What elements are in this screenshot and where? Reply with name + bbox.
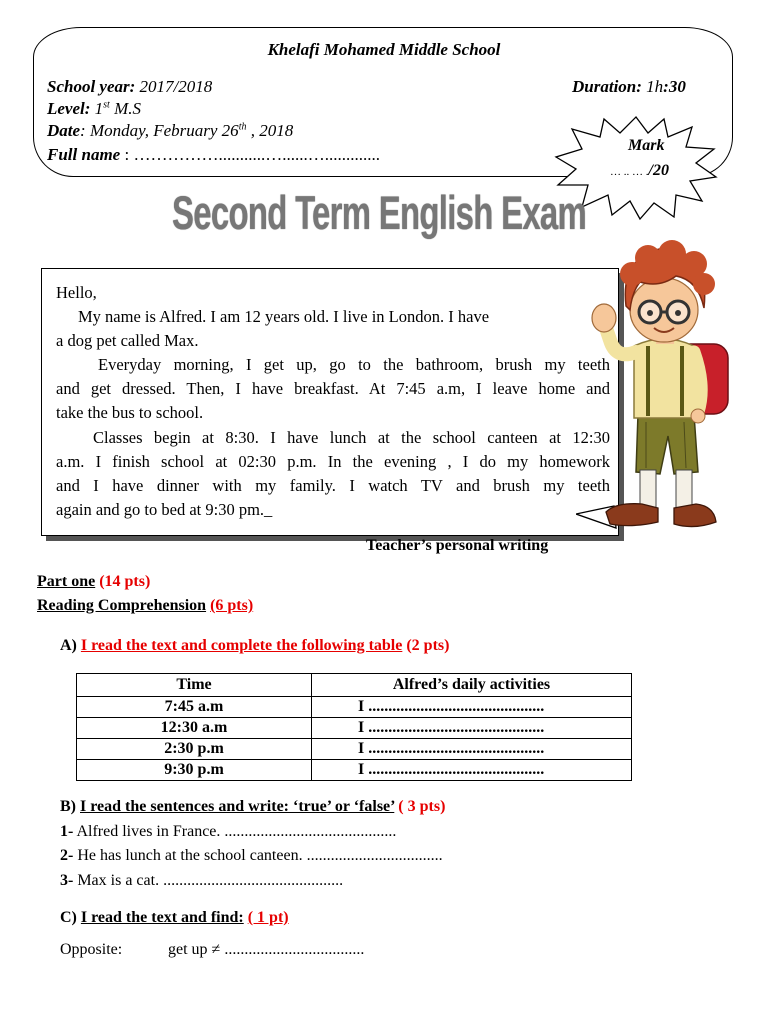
table-row (77, 739, 632, 760)
table-row (77, 697, 632, 718)
activity-cell[interactable]: I ............................................ (312, 739, 632, 760)
level: Level: 1st M.S (47, 99, 141, 118)
table-row (77, 718, 632, 739)
time-cell: 9:30 p.m (77, 760, 312, 781)
exam-title: Second Term English Exam (172, 186, 587, 239)
passage-line: a.m. I finish school at 02:30 p.m. In the evening , I do my homework (56, 452, 610, 471)
list-item[interactable]: 1- Alfred lives in France. ........................................... (60, 823, 397, 840)
activity-cell[interactable]: I ............................................ (312, 760, 632, 781)
passage-line: My name is Alfred. I am 12 years old. I live in London. I have (78, 307, 490, 326)
passage-line: and get dressed. Then, I have breakfast. At 7:45 a.m, I leave home and (56, 379, 610, 398)
passage-greeting: Hello, (56, 283, 97, 302)
mark-value: … .. … ./20 (610, 162, 669, 179)
time-cell: 2:30 p.m (77, 739, 312, 760)
section-b-heading: B) I read the sentences and write: ‘true’ or ‘false’ ( 3 pts) (60, 798, 446, 815)
time-cell: 7:45 a.m (77, 697, 312, 718)
passage-line: Everyday morning, I get up, go to the bathroom, brush my teeth (98, 355, 610, 374)
activity-cell[interactable]: I ............................................ (312, 697, 632, 718)
duration: Duration: 1h:30 (572, 77, 686, 96)
passage-line: again and go to bed at 9:30 pm._ (56, 500, 273, 519)
passage-line: Classes begin at 8:30. I have lunch at the school canteen at 12:30 (93, 428, 610, 447)
activities-table (76, 673, 632, 781)
table-header-activities: Alfred’s daily activities (312, 674, 632, 697)
passage-caption: Teacher’s personal writing (366, 537, 549, 554)
time-cell: 12:30 a.m (77, 718, 312, 739)
passage-line: and I have dinner with my family. I watch TV and brush my teeth (56, 476, 610, 495)
section-c-heading: C) I read the text and find: ( 1 pt) (60, 909, 289, 926)
part-one-heading: Part one (14 pts) (37, 573, 151, 590)
passage-line: take the bus to school. (56, 403, 204, 422)
school-name: Khelafi Mohamed Middle School (267, 40, 501, 59)
opposite-label: Opposite: (60, 941, 123, 958)
activity-cell[interactable]: I ............................................ (312, 718, 632, 739)
passage-line: a dog pet called Max. (56, 331, 199, 350)
list-item[interactable]: 3- Max is a cat. ............................................. (60, 872, 344, 889)
table-header-time: Time (77, 674, 312, 697)
table-header-row (77, 674, 632, 697)
list-item[interactable]: 2- He has lunch at the school canteen. .................................. (60, 847, 443, 864)
full-name: Full name : ……………...........…......…............. (47, 145, 380, 164)
opposite-answer[interactable]: get up ≠ ................................... (168, 941, 365, 958)
date: Date: Monday, February 26th , 2018 (47, 121, 294, 140)
section-a-heading: A) I read the text and complete the following table (2 pts) (60, 637, 450, 654)
boy-waving-illustration-icon (576, 236, 752, 546)
mark-label: Mark (628, 137, 665, 154)
school-year: School year: 2017/2018 (47, 77, 213, 96)
table-row (77, 760, 632, 781)
reading-heading: Reading Comprehension (6 pts) (37, 597, 254, 614)
